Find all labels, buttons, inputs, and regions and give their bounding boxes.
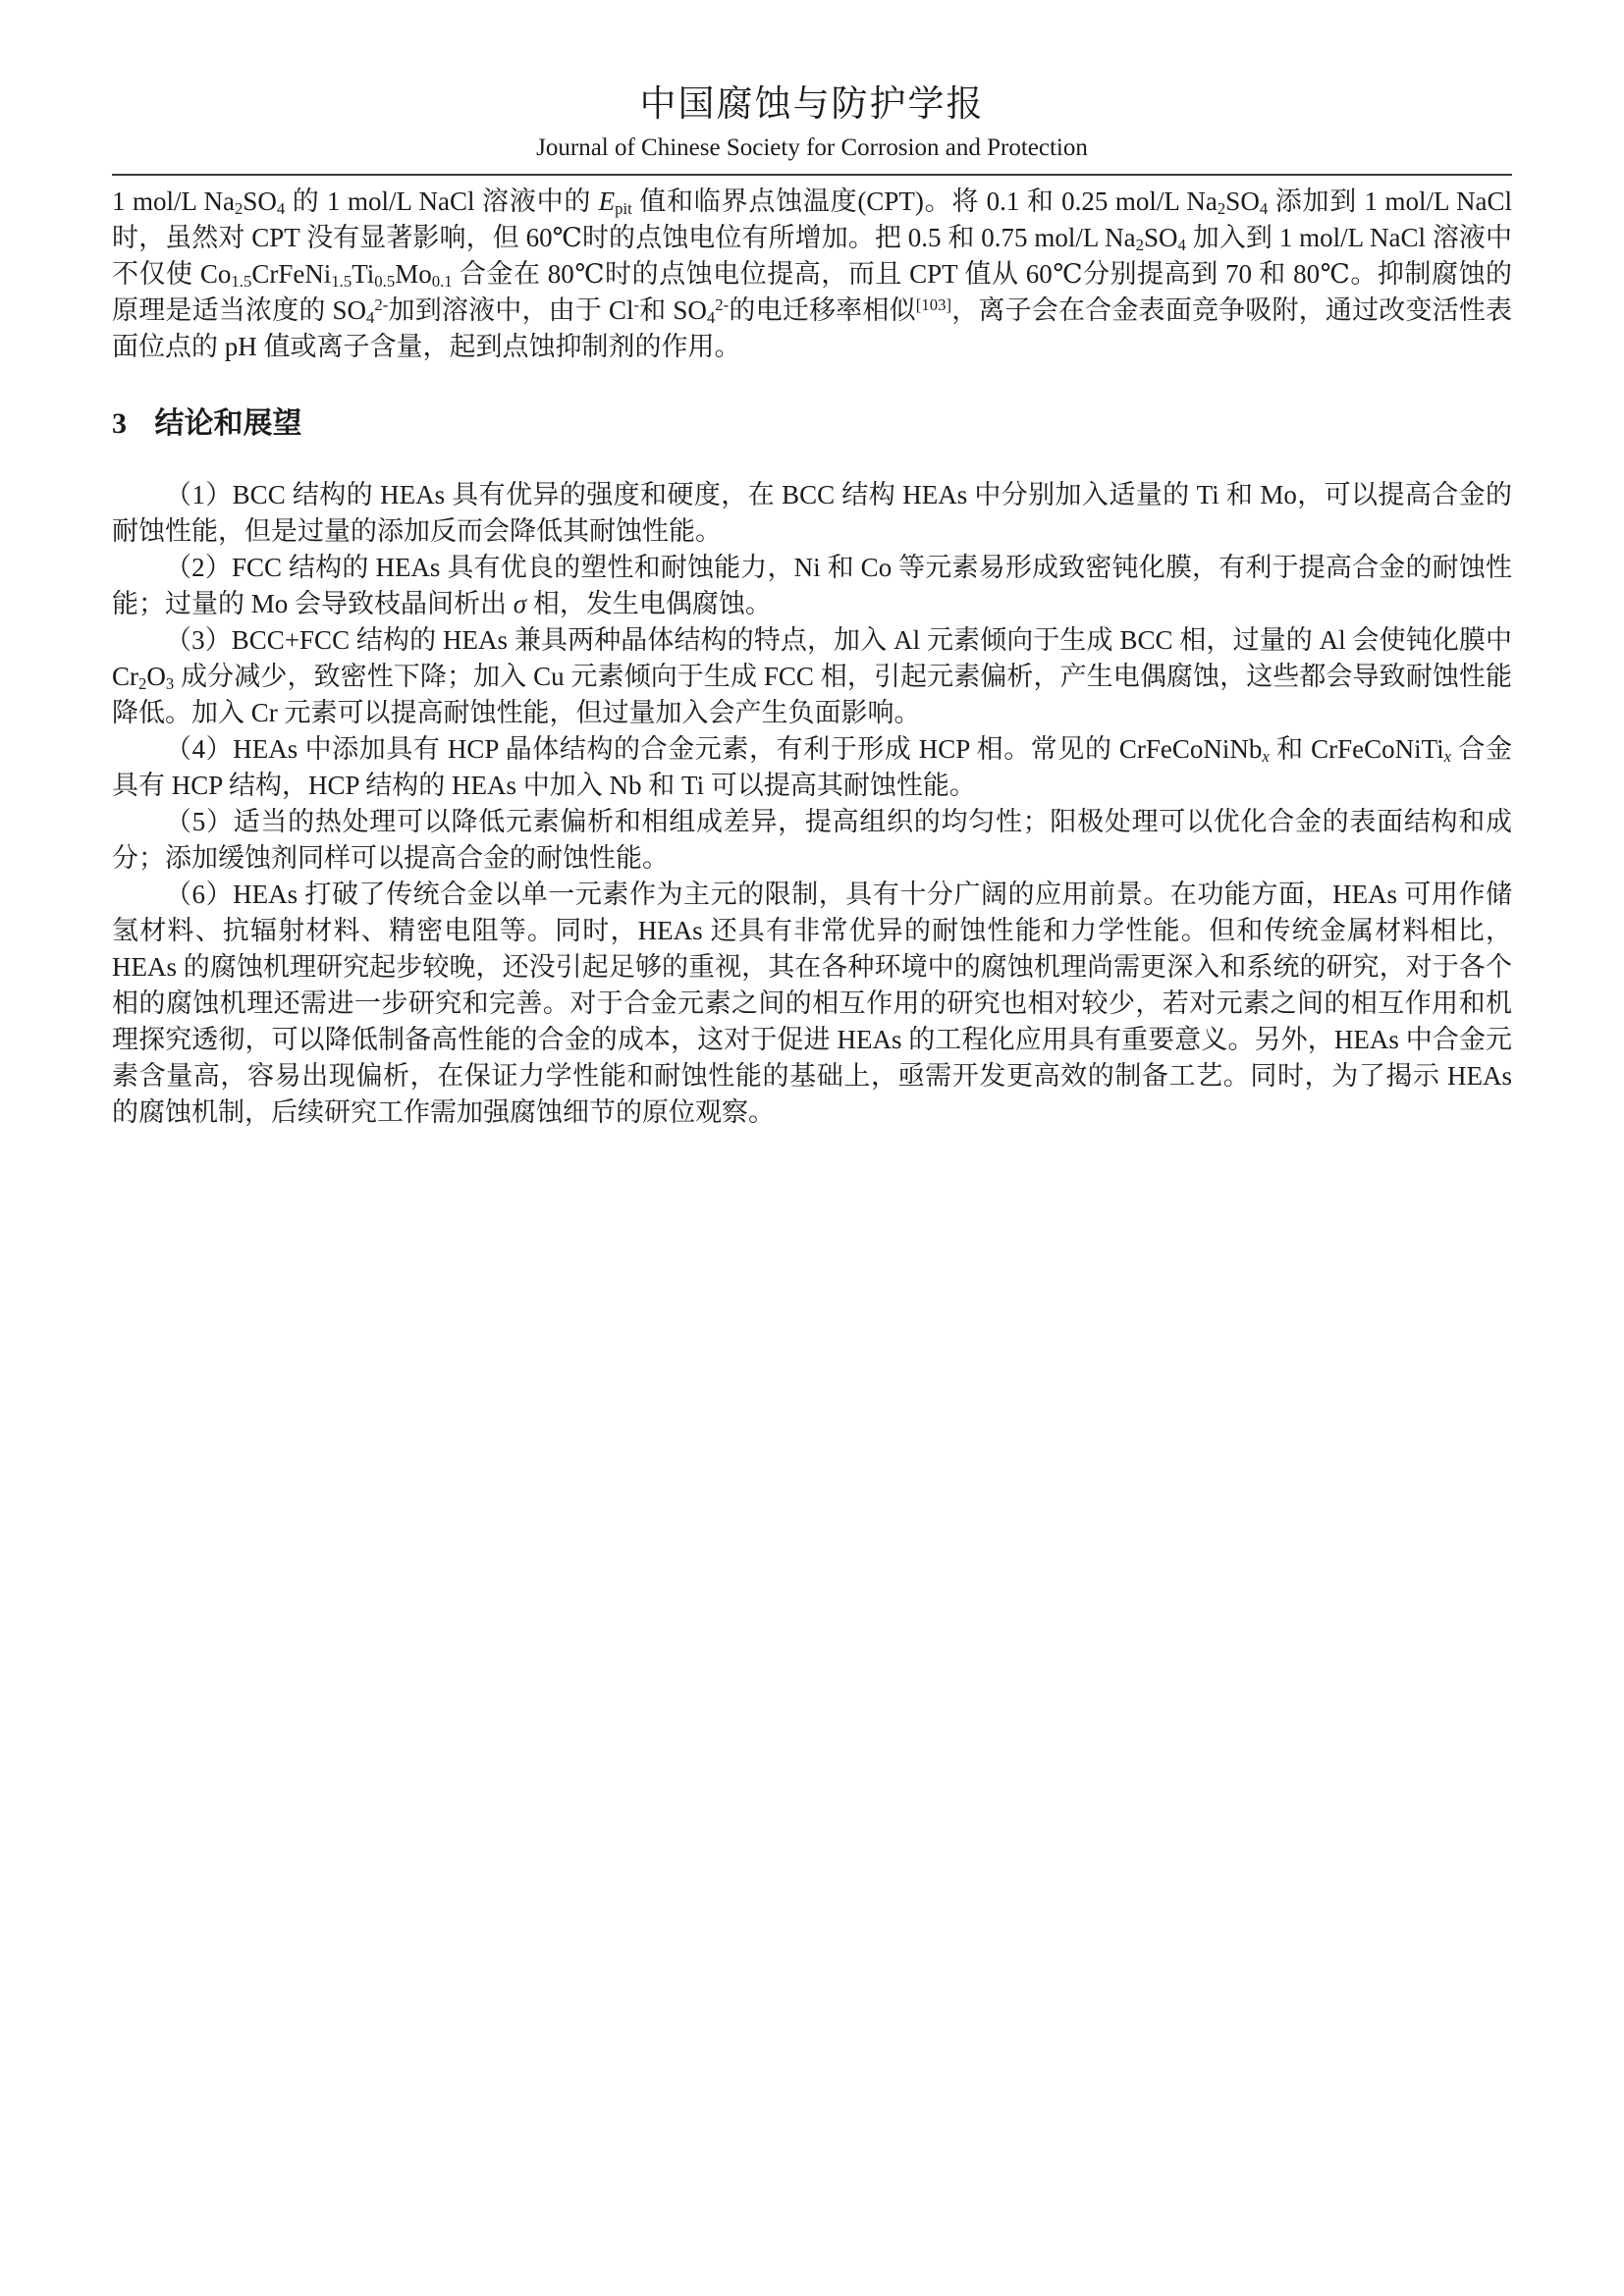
text-run: 和 CrFeCoNiTi <box>1269 734 1444 765</box>
text-run: pit <box>615 199 632 219</box>
text-run: 2 <box>1217 199 1226 219</box>
section-number: 3 <box>112 407 127 441</box>
body-paragraph <box>112 731 1512 804</box>
text-run: 2 <box>1135 236 1145 255</box>
text-run: Ti <box>352 259 375 290</box>
text-run: O <box>146 662 166 692</box>
body-paragraph <box>112 804 1512 877</box>
text-run: 2- <box>374 295 389 315</box>
text-run: （3）BCC+FCC 结构的 HEAs 兼具两种晶体结构的特点，加入 Al 元素倾向于生成 BCC 相，过量的 Al 会使钝化膜中 Cr <box>112 625 1512 692</box>
text-run: E <box>598 187 616 217</box>
section-heading <box>112 406 1512 442</box>
text-run: Mo <box>395 259 432 290</box>
text-run: SO <box>1225 187 1260 217</box>
text-run: 合金在 80℃时的点蚀电位提高，而且 CPT 值从 60℃分别提高到 70 和 80℃。抑制腐蚀的原理是适当浓度的 SO <box>112 259 1513 326</box>
text-run: [103] <box>915 295 952 315</box>
text-run: ，离子会在合金表面竞争吸附，通过改变活性表面位点的 pH 值或离子含量，起到点蚀抑制剂的作用。 <box>112 295 1513 362</box>
text-run: x <box>1262 747 1270 767</box>
body-paragraph <box>112 184 1512 365</box>
text-run: （4）HEAs 中添加具有 HCP 晶体结构的合金元素，有利于形成 HCP 相。常见的 CrFeCoNiNb <box>165 734 1263 765</box>
text-run: （6）HEAs 打破了传统合金以单一元素作为主元的限制，具有十分广阔的应用前景。在功能方面，HEAs 可用作储氢材料、抗辐射材料、精密电阻等。同时，HEAs 还具有非常优异的耐蚀性能和力学性能。但和传统金属材料相比，HEAs 的腐蚀机理研究起步较晚，还没引起足够的重视，其在各种环境中的腐蚀机理尚需更深入和系统的研究，对于各个相的腐蚀机理还需进一步研究和完善。对于合金元素之间的相互作用的研究也相对较少，若对元素之间的相互作用和机理探究透彻，可以降低制备高性能的合金的成本，这对于促进 HEAs 的工程化应用具有重要意义。另外，HEAs 中合金元素含量高，容易出现偏析，在保证力学性能和耐蚀性能的基础上，亟需开发更高效的制备工艺。同时，为了揭示 HEAs 的腐蚀机制，后续研究工作需加强腐蚀细节的原位观察。 <box>112 880 1512 1128</box>
journal-header <box>112 84 1512 162</box>
text-run: 2 <box>138 674 147 694</box>
text-run: 添加到 1 mol/L NaCl 时，虽然对 CPT 没有显著影响，但 60℃时的点蚀电位有所增加。把 0.5 和 0.75 mol/L Na <box>112 187 1512 253</box>
article-body <box>112 184 1512 1131</box>
text-run: 的 1 mol/L NaCl 溶液中的 <box>285 187 599 217</box>
text-run: 加入到 1 mol/L NaCl 溶液中不仅使 Co <box>112 223 1512 290</box>
text-run: 相，发生电偶腐蚀。 <box>526 589 772 619</box>
text-run: 0.1 <box>431 272 453 292</box>
text-run: （5）适当的热处理可以降低元素偏析和相组成差异，提高组织的均匀性；阳极处理可以优化合金的表面结构和成分；添加缓蚀剂同样可以提高合金的耐蚀性能。 <box>112 807 1512 874</box>
text-run: 1.5 <box>331 272 352 292</box>
text-run: 2 <box>235 199 244 219</box>
text-run: 0.5 <box>374 272 396 292</box>
text-run: 加到溶液中，由于 Cl <box>388 295 634 326</box>
text-run: 2- <box>715 295 730 315</box>
text-run: 3 <box>165 674 175 694</box>
text-run: 1.5 <box>231 272 252 292</box>
text-run: （1）BCC 结构的 HEAs 具有优异的强度和硬度，在 BCC 结构 HEAs 中分别加入适量的 Ti 和 Mo，可以提高合金的耐蚀性能，但是过量的添加反而会降低其耐蚀性能。 <box>112 480 1512 547</box>
body-paragraph <box>112 550 1512 622</box>
text-run: 4 <box>276 199 286 219</box>
text-run: （2）FCC 结构的 HEAs 具有优良的塑性和耐蚀能力，Ni 和 Co 等元素易形成致密钝化膜，有利于提高合金的耐蚀性能；过量的 Mo 会导致枝晶间析出 <box>112 553 1512 619</box>
text-run: 4 <box>365 308 375 328</box>
text-run: CrFeNi <box>251 259 332 290</box>
text-run: 合金具有 HCP 结构，HCP 结构的 HEAs 中加入 Nb 和 Ti 可以提高其耐蚀性能。 <box>112 734 1513 801</box>
text-run: σ <box>513 589 527 619</box>
body-paragraph <box>112 622 1512 731</box>
body-paragraph <box>112 477 1512 550</box>
text-run: SO <box>1144 223 1178 253</box>
body-paragraph <box>112 877 1512 1131</box>
text-run: 4 <box>706 308 716 328</box>
text-run: 4 <box>1177 236 1186 255</box>
text-run: x <box>1443 747 1452 767</box>
text-run: 成分减少，致密性下降；加入 Cu 元素倾向于生成 FCC 相，引起元素偏析，产生电偶腐蚀，这些都会导致耐蚀性能降低。加入 Cr 元素可以提高耐蚀性能，但过量加入会产生负面影响。 <box>112 662 1512 728</box>
text-run: SO <box>243 187 277 217</box>
text-run: 4 <box>1259 199 1269 219</box>
text-run: 和 SO <box>639 295 707 326</box>
journal-title-english: Journal of Chinese Society for Corrosion and Protection <box>536 133 1088 161</box>
text-run: - <box>633 295 640 315</box>
text-run: 1 mol/L Na <box>112 187 235 217</box>
header-divider <box>112 174 1512 176</box>
text-run: 的电迁移率相似 <box>729 295 916 326</box>
section-title: 结论和展望 <box>154 407 302 441</box>
text-run: 值和临界点蚀温度(CPT)。将 0.1 和 0.25 mol/L Na <box>631 187 1218 217</box>
journal-title-chinese: 中国腐蚀与防护学报 <box>639 84 985 125</box>
